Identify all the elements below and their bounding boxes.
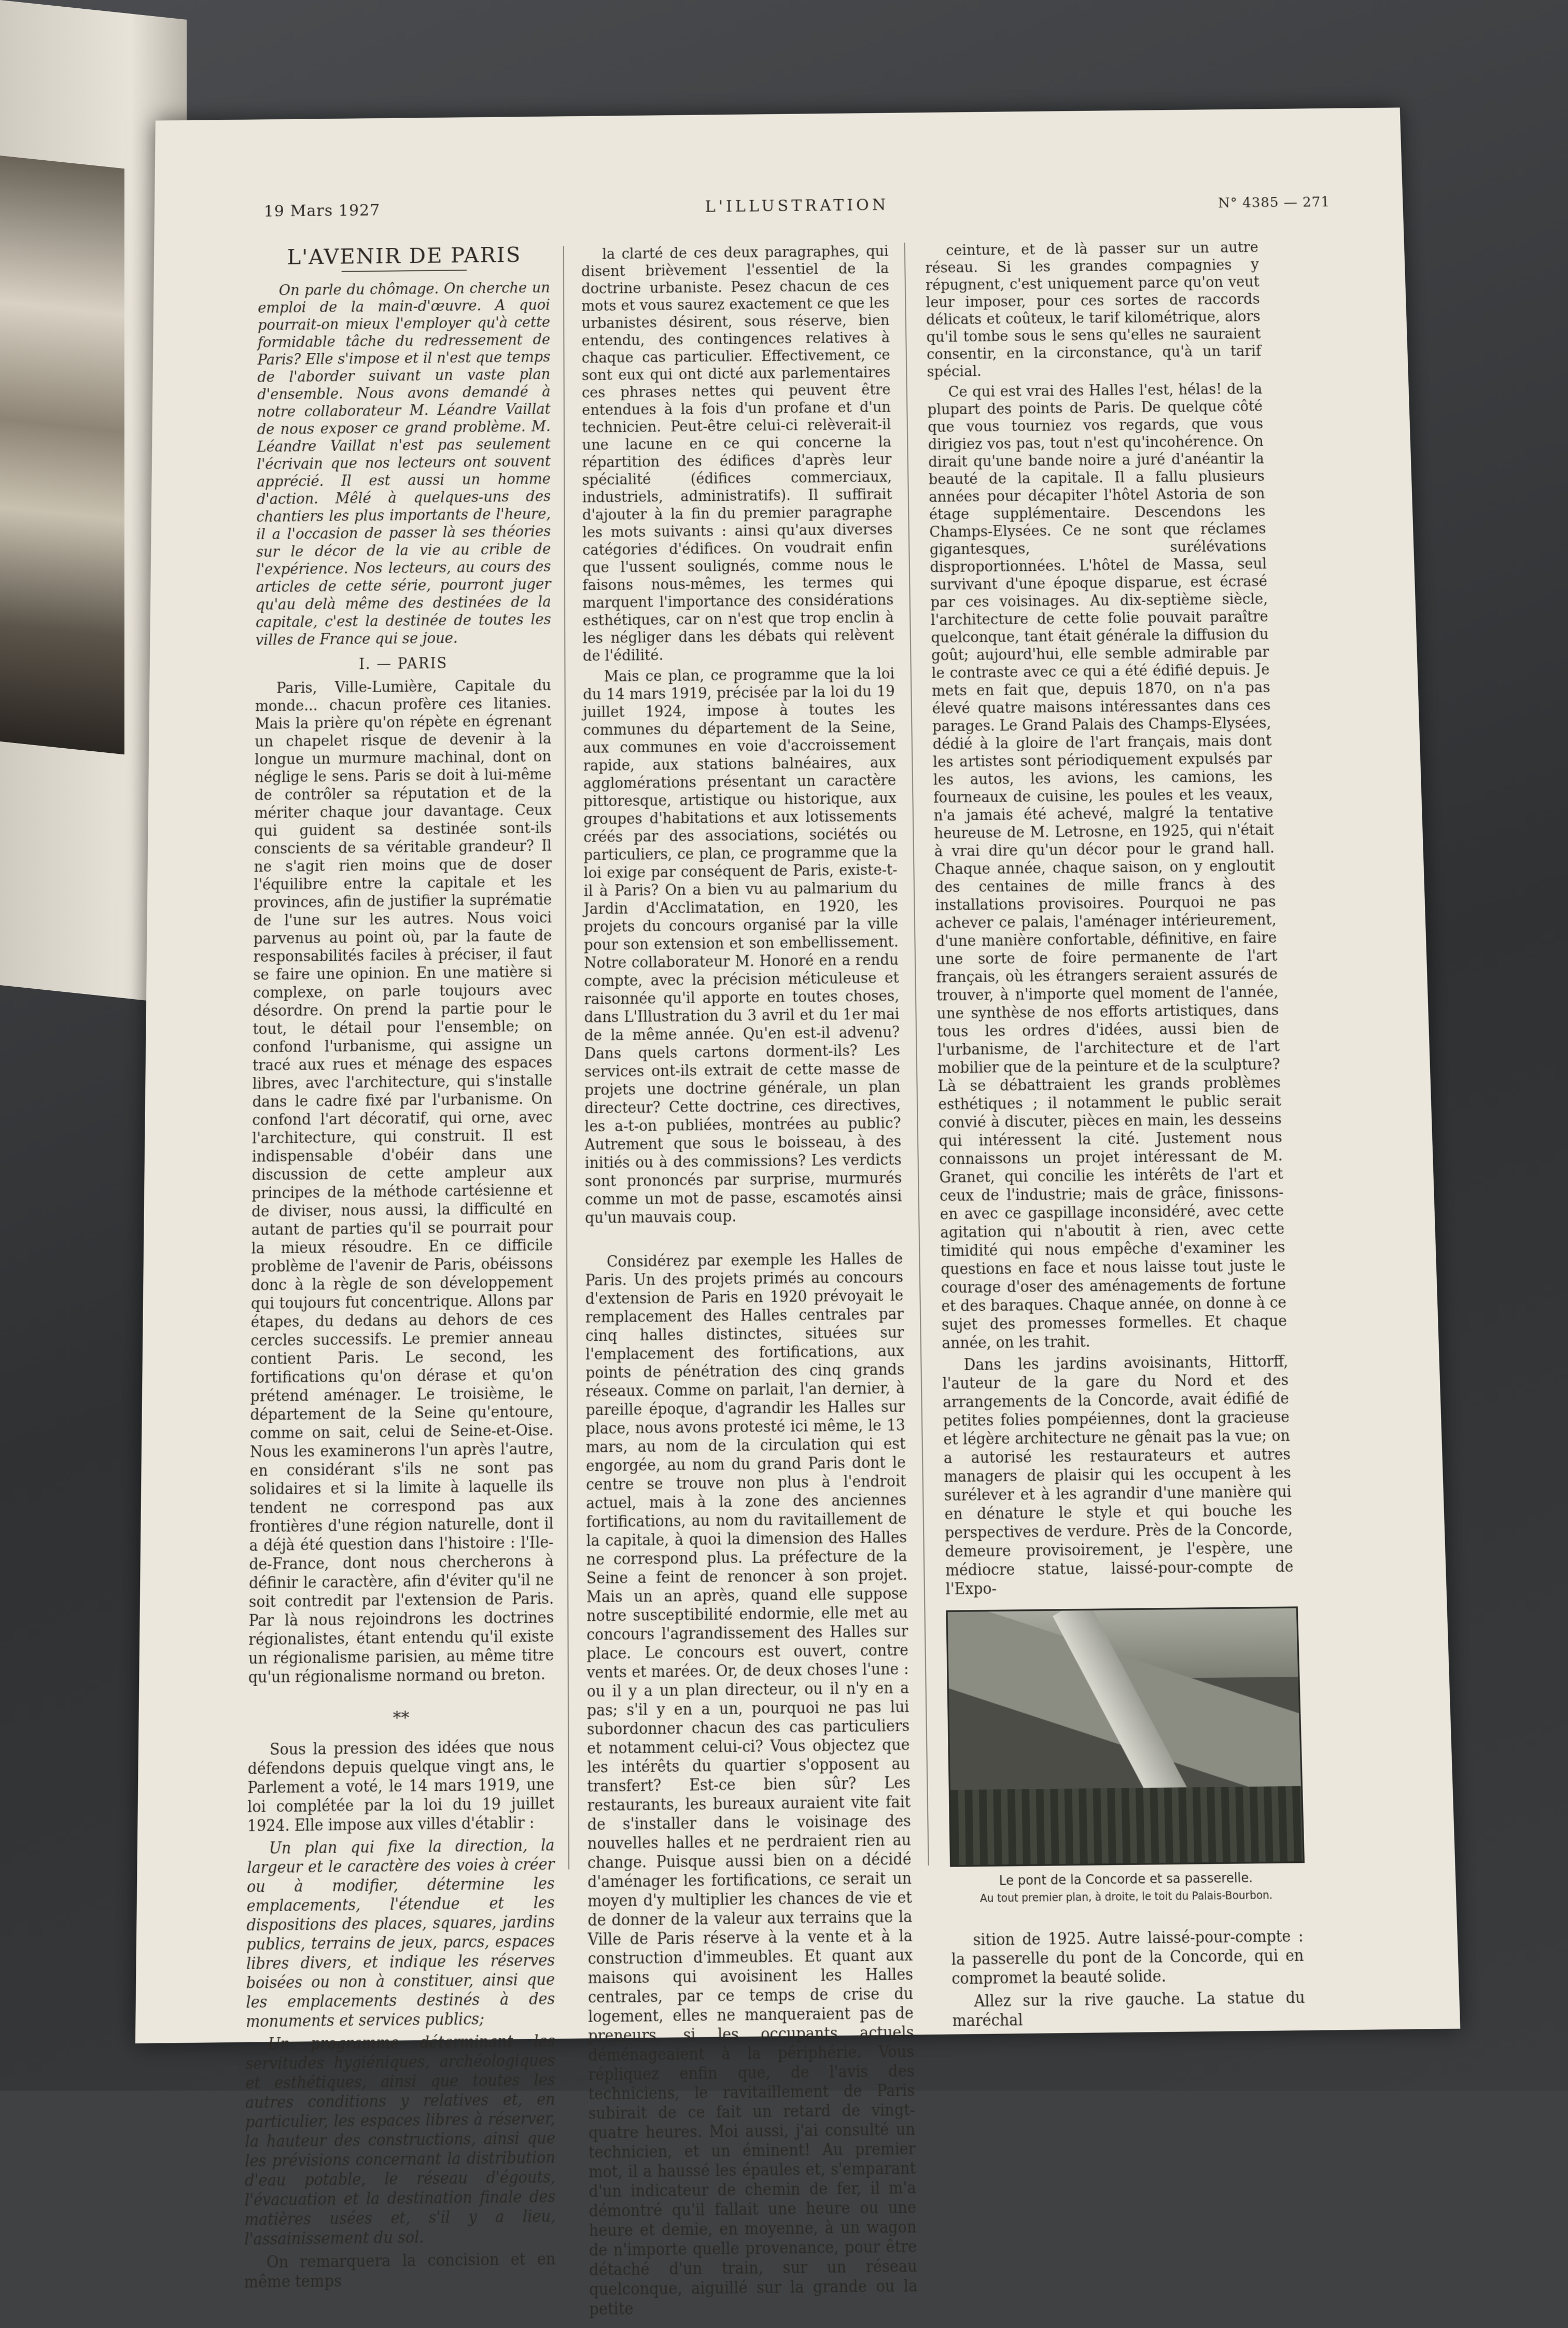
- body-paragraph: Considérez par exemple les Halles de Paris. Un des projets primés au concours d'extension de Paris en 1920 prévoyait le remplacement des Halles centrales par cinq halles distinctes, situées sur l'emplacement des fortifications, aux points de pénétration des cinq grands réseaux. Comme on parlait, l'an dernier, à pareille époque, d'agrandir les Halles sur place, nous avons protesté ici même, le 13 mars, au nom de la circulation qui est engorgée, au nom du grand Paris dont le centre se trouve non plus à l'endroit actuel, mais à la zone des anciennes fortifications, au nom du ravitaillement de la capitale, à quoi la dimension des Halles ne correspond plus. La préfecture de la Seine a feint de renoncer à son projet. Mais un an après, quand elle suppose notre susceptibilité endormie, elle met au concours l'agrandissement des Halles sur place. Le concours est ouvert, contre vents et marées. Or, de deux choses l'une : ou il y a un plan directeur, ou il n'y en a pas; s'il y en a un, pourquoi ne pas lui subordonner chacun des cas particuliers et notamment celui-ci? Vous objectez que les intérêts du quartier s'opposent au transfert? Est-ce bien sûr? Les restaurants, les bureaux auraient vite fait de s'installer dans le voisinage des nouvelles halles et ne perdraient rien au change. Puisque aussi bien on a décidé d'aménager les fortifications, ce serait un moyen d'y multiplier les chances de vie et de donner de la valeur aux terrains que la Ville de Paris réserve à la vente et à la construction d'immeubles. Et quant aux maisons qui avoisinent les Halles centrales, par ce temps de crise du logement, elles ne manqueraient pas de preneurs, si les occupants actuels déménageaient à la périphérie. Vous répliquez enfin que, de l'avis des techniciens, le ravitaillement de Paris subirait de ce fait un retard de vingt-quatre heures. Moi aussi, j'ai consulté un technicien, et un éminent! Au premier mot, il a haussé les épaules et, s'emparant d'un indicateur de chemin de fer, il m'a démontré qu'il fallait une heure ou une heure et demie, en moyenne, à un wagon de n'importe quelle provenance, pour être détaché d'un train, sur un réseau quelconque, aiguillé sur la grande ou la petite: [585, 1250, 918, 2319]
- aerial-photo-concorde-bridge: [946, 1606, 1305, 1867]
- caption-title: Le pont de la Concorde et sa passerelle.: [999, 1870, 1253, 1889]
- caption-subtitle: Au tout premier plan, à droite, le toit du Palais-Bourbon.: [979, 1889, 1273, 1905]
- header-masthead: L'ILLUSTRATION: [705, 195, 889, 216]
- section-heading: I. — PARIS: [359, 655, 448, 673]
- article-intro: On parle du chômage. On cherche un emploi de la main-d'œuvre. A quoi pourrait-on mieux l'employer qu'à cette formidable tâche du redressement de Paris? Elle s'impose et il n'est que temps de l'aborder suivant un vaste plan d'ensemble. Nous avons demandé à notre collaborateur M. Léandre Vaillat de nous exposer ce grand problème. M. Léandre Vaillat n'est pas seulement l'écrivain que nos lecteurs ont souvent apprécié. Il est aussi un homme d'action. Mêlé à quelques-uns des chantiers les plus importants de l'heure, il a l'occasion de passer là ses théories sur le décor de la vie au crible de l'expérience. Nos lecteurs, au cours des articles de cette série, pourront juger qu'au delà même des destinées de la capitale, c'est la destinée de toutes les villes de France qui se joue.: [255, 279, 551, 649]
- article-title: L'AVENIR DE PARIS: [287, 243, 522, 270]
- law-quote: Un plan qui fixe la direction, la largeur et le caractère des voies à créer ou à modifier, détermine les emplacements, l'étendue et les dispositions des places, squares, jardins publics, terrains de jeux, parcs, espaces libres divers, et indique les réserves boisées ou non à constituer, ainsi que les emplacements destinés à des monuments et services publics;: [246, 1836, 555, 2031]
- body-paragraph: sition de 1925. Autre laissé-pour-compte : la passerelle du pont de la Concorde, qui en compromet la beauté solide.: [951, 1927, 1304, 1988]
- body-paragraph: Allez sur la rive gauche. La statue du maréchal: [952, 1988, 1306, 2030]
- column-3: [925, 239, 1306, 2035]
- body-paragraph: Mais ce plan, ce programme que la loi du 14 mars 1919, précisée par la loi du 19 juillet 1924, impose à toutes les communes du département de la Seine, aux communes en voie d'accroissement rapide, aux stations balnéaires, aux agglomérations présentant un caractère pittoresque, artistique ou historique, aux groupes d'habitations et aux lotissements créés par des associations, sociétés ou particuliers, ce plan, ce programme que la loi exige par conséquent de Paris, existe-t-il à Paris? On a bien vu au palmarium du Jardin d'Acclimatation, en 1920, les projets du concours organisé par la ville pour son extension et son embellissement. Notre collaborateur M. Honoré en a rendu compte, avec la précision méticuleuse et raisonnée qu'il apporte en toutes choses, dans L'Illustration du 3 avril et du 1er mai de la même année. Qu'en est-il advenu? Dans quels cartons dorment-ils? Les services ont-ils extrait de cette masse de projets une doctrine générale, un plan directeur? Cette doctrine, ces directives, les a-t-on publiées, montrées au public? Autrement que sous le boisseau, à des initiés ou à des commissions? Les verdicts sont prononcés par surprise, murmurés comme un mot de passe, escamotés ainsi qu'un mauvais coup.: [583, 665, 902, 1227]
- photo-caption: [950, 1869, 1303, 1908]
- body-paragraph: Dans les jardins avoisinants, Hittorff, l'auteur de la gare du Nord et des arrangements de la Concorde, avait édifié de petites folies pompéiennes, dont la gracieuse et légère architecture ne gênait pas la vue; on a autorisé les restaurateurs et autres managers de plaisir qui les occupent à les surélever et à les agrandir d'une manière qui en dénature le style et qui bouche les perspectives de verdure. Près de la Concorde, demeure provisoirement, je l'espère, une médiocre statue, laissé-pour-compte de l'Expo-: [942, 1353, 1294, 1598]
- previous-page-photo: [0, 156, 124, 754]
- column-1: [244, 243, 556, 2296]
- header-issue-number: N° 4385 — 271: [1217, 194, 1331, 212]
- body-paragraph: On remarquera la concision et en même temps: [244, 2250, 556, 2292]
- page-header: [263, 191, 1331, 234]
- body-paragraph: ceinture, et de là passer sur un autre réseau. Si les grandes compagnies y répugnent, c'est uniquement parce qu'on veut leur imposer, pour ces sortes de raccords délicats et coûteux, le tarif kilométrique, alors qu'il tombe sous le sens qu'elles ne sauraient consentir, en la circonstance, qu'à un tarif spécial.: [925, 239, 1262, 381]
- body-paragraph: Ce qui est vrai des Halles l'est, hélas! de la plupart des points de Paris. De quelque côté que vous tourniez vos regards, que vous dirigiez vos pas, tout n'est qu'incohérence. On dirait qu'une bande noire a juré d'anéantir la beauté de la capitale. Il a fallu plusieurs années pour décapiter l'hôtel Astoria de son étage supplémentaire. Descendons les Champs-Elysées. Ce ne sont que réclames gigantesques, surélévations disproportionnées. L'hôtel de Massa, seul survivant d'une époque disparue, est écrasé par ces voisinages. Au dix-septième siècle, l'architecture de cette folie pouvait paraître quelconque, tant était générale la diffusion du goût; aujourd'hui, elle semble admirable par le contraste avec ce qui a été édifié depuis. Je mets en fait que, depuis 1870, on n'a pas élevé quatre maisons intéressantes dans ces parages. Le Grand Palais des Champs-Elysées, dédié à la gloire de l'art français, mais dont les artistes sont périodiquement expulsés par les autos, les avions, les camions, les fourneaux de cuisine, les poules et les veaux, n'a jamais été achevé, malgré la tentative heureuse de M. Letrosne, en 1925, qui n'était à vrai dire qu'un décor pour le grand hall. Chaque année, chaque saison, on y engloutit des centaines de mille francs à des installations provisoires. Pourquoi ne pas achever ce palais, l'aménager intérieurement, d'une manière confortable, définitive, en faire une sorte de foire permanente de l'art français, où les étrangers seraient assurés de trouver, à n'importe quel moment de l'année, une synthèse de nos efforts artistiques, dans tous les ordres d'idées, aussi bien de l'urbanisme, de l'architecture et de l'art mobilier que de la peinture et de la sculpture? Là se débattraient les grands problèmes esthétiques ; il notamment le public serait convié à discuter, pièces en main, les desseins qui intéressent la cité. Justement nous connaissons un projet intéressant de M. Granet, qui concilie les intérêts de l'art et ceux de l'industrie; mais de grâce, finissons-en avec ce gaspillage inconsidéré, avec cette agitation qui n'aboutit à rien, avec cette timidité qui nous empêche d'examiner les questions en face et nous laisse tout juste le courage d'oser des aménagements de fortune et des baraques. Chaque année, on donne à ce sujet des promesses formelles. Et chaque année, on les trahit.: [927, 381, 1287, 1353]
- body-paragraph: la clarté de ces deux paragraphes, qui disent brièvement l'essentiel de la doctrine urbaniste. Pesez chacun de ces mots et vous saurez exactement ce que les urbanistes désirent, sous réserve, bien entendu, des contingences relatives à chaque cas particulier. Effectivement, ce sont eux qui ont dicté aux parlementaires ces phrases nettes qui peuvent être entendues à la fois d'un profane et d'un technicien. Peut-être celui-ci relèverait-il une lacune en ce qui concerne la répartition des édifices d'après leur spécialité (édifices commerciaux, industriels, administratifs). Il suffirait d'ajouter à la fin du premier paragraphe les mots suivants : ainsi qu'aux diverses catégories d'édifices. On voudrait enfin que l'ussent soulignés, comme nous le faisons nous-mêmes, les termes qui marquent l'importance des considérations esthétiques, car on n'est que trop enclin à les négliger dans les débats qui relèvent de l'édilité.: [581, 243, 894, 665]
- body-paragraph: Paris, Ville-Lumière, Capitale du monde... chacun profère ces litanies. Mais la prière qu'on répète en égrenant un chapelet risque de devenir à la longue un murmure machinal, dont on néglige le sens. Paris se doit à lui-même de contrôler sa réputation et de la mériter chaque jour davantage. Ceux qui guident sa destinée sont-ils conscients de sa véritable grandeur? Il ne s'agit rien moins que de doser l'équilibre entre la capitale et les provinces, afin de justifier la suprématie de l'une sur les autres. Nous voici parvenus au point où, par la faute de responsabilités faciles à préciser, il faut se faire une opinion. En une matière si complexe, on parle toujours avec désordre. On prend la partie pour le tout, le détail pour l'ensemble; on confond l'urbanisme, qui assigne un tracé aux rues et ménage des espaces libres, avec l'architecture, qui s'installe dans le cadre fixé par l'urbanisme. On confond l'art décoratif, qui orne, avec l'architecture, qui construit. Il est indispensable d'obéir dans une discussion de cette ampleur aux principes de la méthode cartésienne et de diviser, nous aussi, la difficulté en autant de parties qu'il se pourrait pour la mieux résoudre. En ce difficile problème de l'avenir de Paris, obéissons donc à la règle de son développement qui toujours fut concentrique. Allons par étapes, du dedans au dehors de ces cercles successifs. Le premier anneau contient Paris. Le second, les fortifications qu'on dérase et qu'on prétend aménager. Le troisième, le département de la Seine qu'entoure, comme on sait, celui de Seine-et-Oise. Nous les examinerons l'un après l'autre, en considérant s'ils ne sont pas solidaires et si la limite à laquelle ils tendent ne correspond pas aux frontières d'une région naturelle, dont il a déjà été question dans l'histoire : l'Ile-de-France, dont nous chercherons à définir le caractère, afin d'éviter qu'il ne soit contredit par l'extension de Paris. Par là nous rejoindrons les doctrines régionalistes, étant entendu qu'il existe un régionalisme parisien, au même titre qu'un régionalisme normand ou breton.: [248, 677, 554, 1687]
- title-rule: [342, 270, 467, 272]
- magazine-page: [135, 107, 1460, 2319]
- column-rule: [563, 246, 569, 1870]
- section-separator: **: [393, 1707, 410, 1728]
- column-2: [581, 243, 918, 2323]
- law-quote: Un programme déterminant les servitudes hygiéniques, archéologiques et esthétiques, ainsi que toutes les autres conditions y relatives et, en particulier, les espaces libres à réserver, la hauteur des constructions, ainsi que les prévisions concernant la distribution d'eau potable, le réseau d'égouts, l'évacuation et la destination finale des matières usées et, s'il y a lieu, l'assainissement du sol.: [244, 2032, 556, 2249]
- body-paragraph: Sous la pression des idées que nous défendons depuis quelque vingt ans, le Parlement a voté, le 14 mars 1919, une loi complétée par la loi du 19 juillet 1924. Elle impose aux villes d'établir :: [247, 1737, 555, 1835]
- header-date: 19 Mars 1927: [263, 201, 381, 221]
